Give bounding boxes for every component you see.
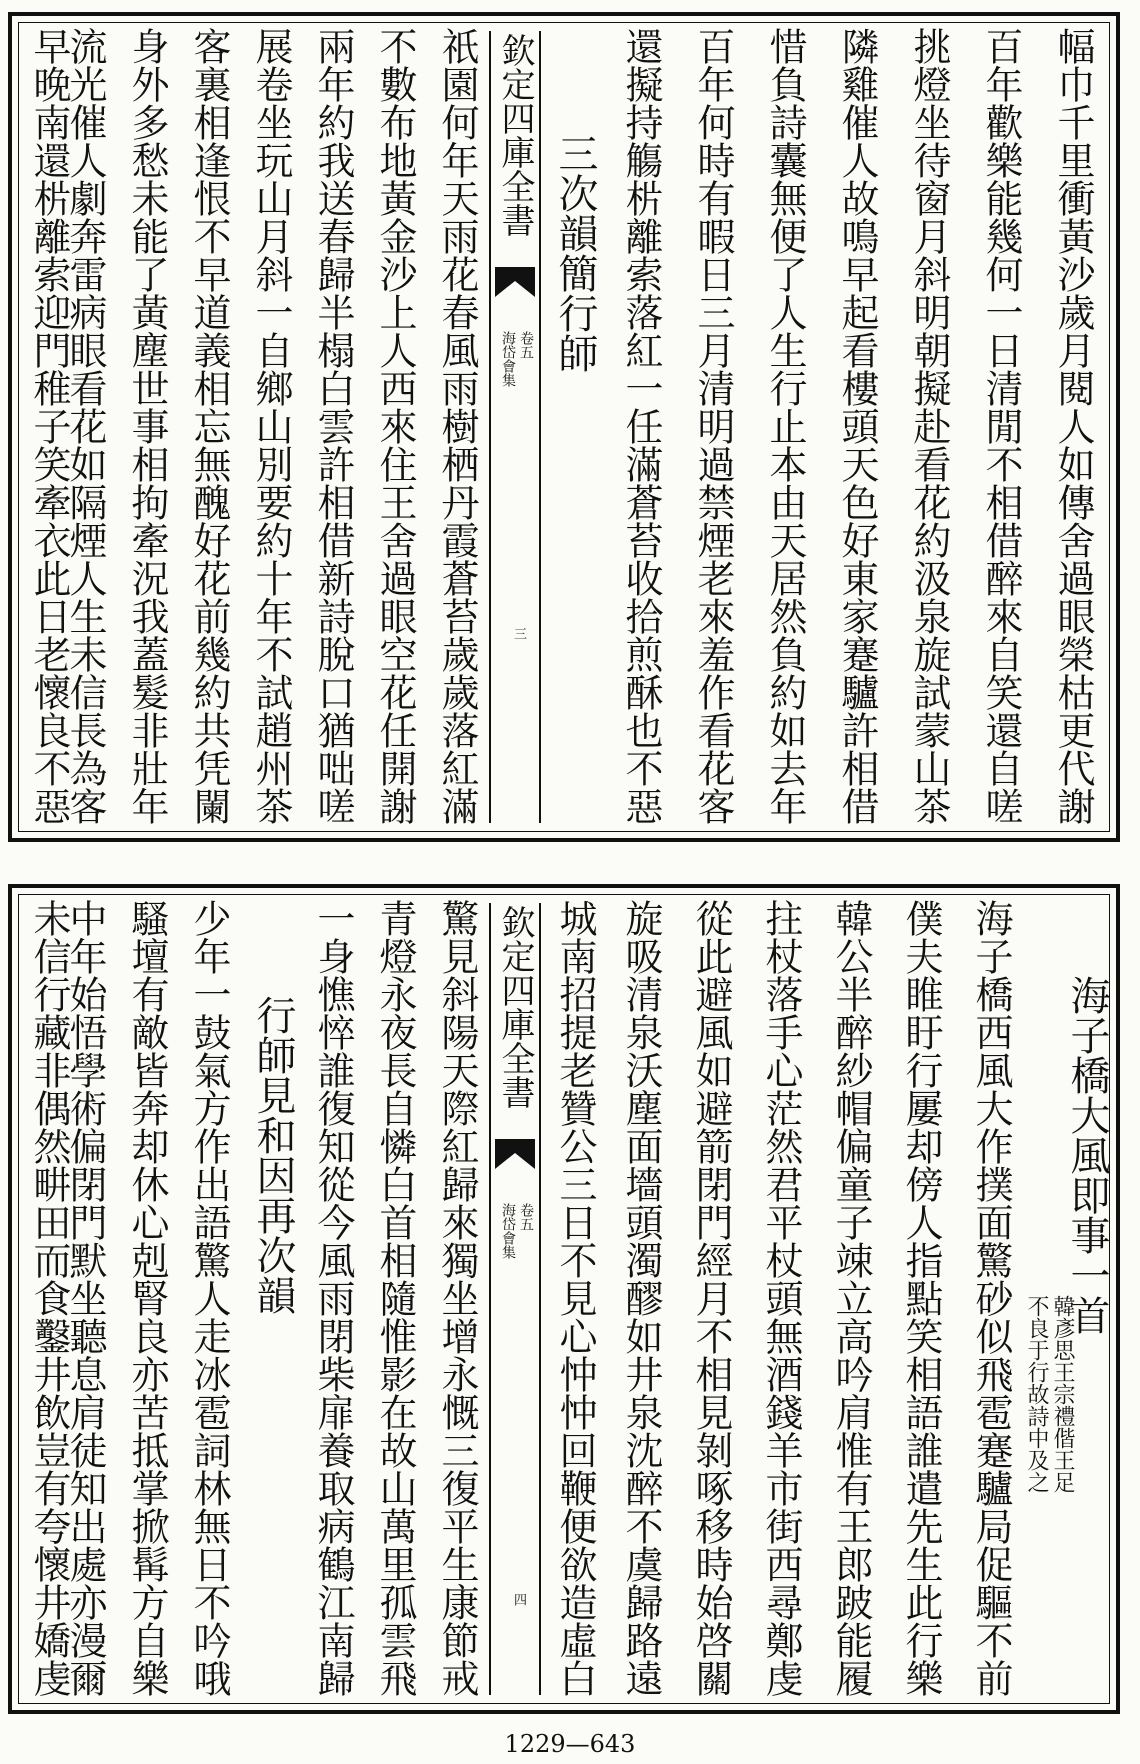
text-column: 流光催人劇奔雷病眼看花如隔煙人生未信長為客 bbox=[63, 27, 107, 825]
margin-volume: 卷五 bbox=[518, 1203, 534, 1231]
text-column: 驚見斜陽天際紅歸來獨坐增永慨三復平生康節戒 bbox=[435, 899, 479, 1697]
text-column: 海子橋西風大作撲面驚砂似飛雹蹇驢局促驅不前 bbox=[969, 899, 1013, 1697]
margin-page-number: 三 bbox=[511, 627, 526, 640]
inner-frame bbox=[18, 894, 1110, 1704]
page-frame bbox=[8, 12, 1120, 842]
text-column: 拄杖落手心茫然君平杖頭無酒錢羊市街西尋鄭虔 bbox=[759, 899, 803, 1697]
text-column: 一身憔悴誰復知從今風雨閉柴扉養取病鶴江南歸 bbox=[311, 899, 355, 1697]
text-column: 中年始悟學術偏閉門默坐聽息肩徒知出處亦漫爾 bbox=[63, 899, 107, 1697]
margin-label: 欽定四庫全書 bbox=[495, 905, 535, 1109]
text-column: 騷壇有敵皆奔却休心剋腎良亦苦抵掌掀髯方自樂 bbox=[125, 899, 169, 1697]
text-column: 韓公半醉紗帽偏童子竦立高吟肩惟有王郎跛能履 bbox=[829, 899, 873, 1697]
text-column: 客裏相逢恨不早道義相忘無醜好花前幾約共凭闌 bbox=[187, 27, 231, 825]
fish-tail-mark bbox=[495, 267, 535, 297]
text-column: 祇園何年天雨花春風雨樹栖丹霞蒼苔歲歲落紅滿 bbox=[435, 27, 479, 825]
center-margin bbox=[489, 31, 541, 823]
text-column: 旋吸清泉沃塵面墻頭濁醪如井泉沈醉不虞歸路遠 bbox=[619, 899, 663, 1697]
text-column: 惜負詩囊無便了人生行止本由天居然負約如去年 bbox=[763, 27, 807, 825]
text-column: 隣雞催人故鳴早起看樓頭天色好東家蹇驢許相借 bbox=[835, 27, 879, 825]
fish-tail-mark bbox=[495, 1139, 535, 1169]
text-column: 挑燈坐待窗月斜明朝擬赴看花約汲泉旋試蒙山茶 bbox=[907, 27, 951, 825]
text-column: 城南招提老贊公三日不見心忡忡回鞭便欲造虛白 bbox=[553, 899, 597, 1697]
poem-title: 行師見和因再次韻 bbox=[250, 995, 296, 1315]
text-column: 展卷坐玩山月斜一自鄉山別要約十年不試趙州茶 bbox=[249, 27, 293, 825]
text-column: 幅巾千里衝黃沙歲月閱人如傳舍過眼榮枯更代謝 bbox=[1051, 27, 1095, 825]
text-column: 不數布地黃金沙上人西來住王舍過眼空花任開謝 bbox=[373, 27, 417, 825]
center-margin bbox=[489, 903, 541, 1695]
text-column: 青燈永夜長自憐白首相隨惟影在故山萬里孤雲飛 bbox=[373, 899, 417, 1697]
lower-page bbox=[0, 872, 1140, 1714]
poem-title: 海子橋大風即事一首 bbox=[1064, 975, 1110, 1335]
text-column: 從此避風如避箭閉門經月不相見剝啄移時始啓關 bbox=[689, 899, 733, 1697]
page-frame bbox=[8, 884, 1120, 1714]
title-note: 不良于行故詩中及之 bbox=[1024, 1295, 1049, 1493]
margin-label: 欽定四庫全書 bbox=[495, 33, 535, 237]
text-column: 僕夫睢盱行屢却傍人指點笑相語誰遣先生此行樂 bbox=[899, 899, 943, 1697]
text-column: 未信行藏非偶然畊田而食鑿井飲豈有夸懷井嬌虔 bbox=[27, 899, 71, 1697]
page-footer-number: 1229—643 bbox=[504, 1730, 636, 1758]
text-column: 百年歡樂能幾何一日清閒不相借醉來自笑還自嗟 bbox=[979, 27, 1023, 825]
text-column: 百年何時有暇日三月清明過禁煙老來羞作看花客 bbox=[691, 27, 735, 825]
inner-frame bbox=[18, 22, 1110, 832]
margin-book-title: 海岱會集 bbox=[500, 331, 516, 387]
text-column: 少年一鼓氣方作出語驚人走冰雹詞林無日不吟哦 bbox=[187, 899, 231, 1697]
title-note: 韓彥思王宗禮偕王足 bbox=[1050, 1295, 1075, 1493]
margin-page-number: 四 bbox=[511, 1593, 526, 1606]
text-column: 還擬持觴㭊離索落紅一任滿蒼苔收拾煎酥也不惡 bbox=[619, 27, 663, 825]
margin-volume: 卷五 bbox=[518, 331, 534, 359]
poem-title: 三次韻簡行師 bbox=[552, 133, 598, 373]
text-column: 早晚南還㭊離索迎門稚子笑牽衣此日老懷良不惡 bbox=[27, 27, 71, 825]
text-column: 身外多愁未能了黃塵世事相拘牽況我蓋髮非壯年 bbox=[125, 27, 169, 825]
upper-page bbox=[0, 0, 1140, 842]
text-column: 兩年約我送春歸半榻白雲許相借新詩脫口猶咄嗟 bbox=[311, 27, 355, 825]
margin-book-title: 海岱會集 bbox=[500, 1203, 516, 1259]
